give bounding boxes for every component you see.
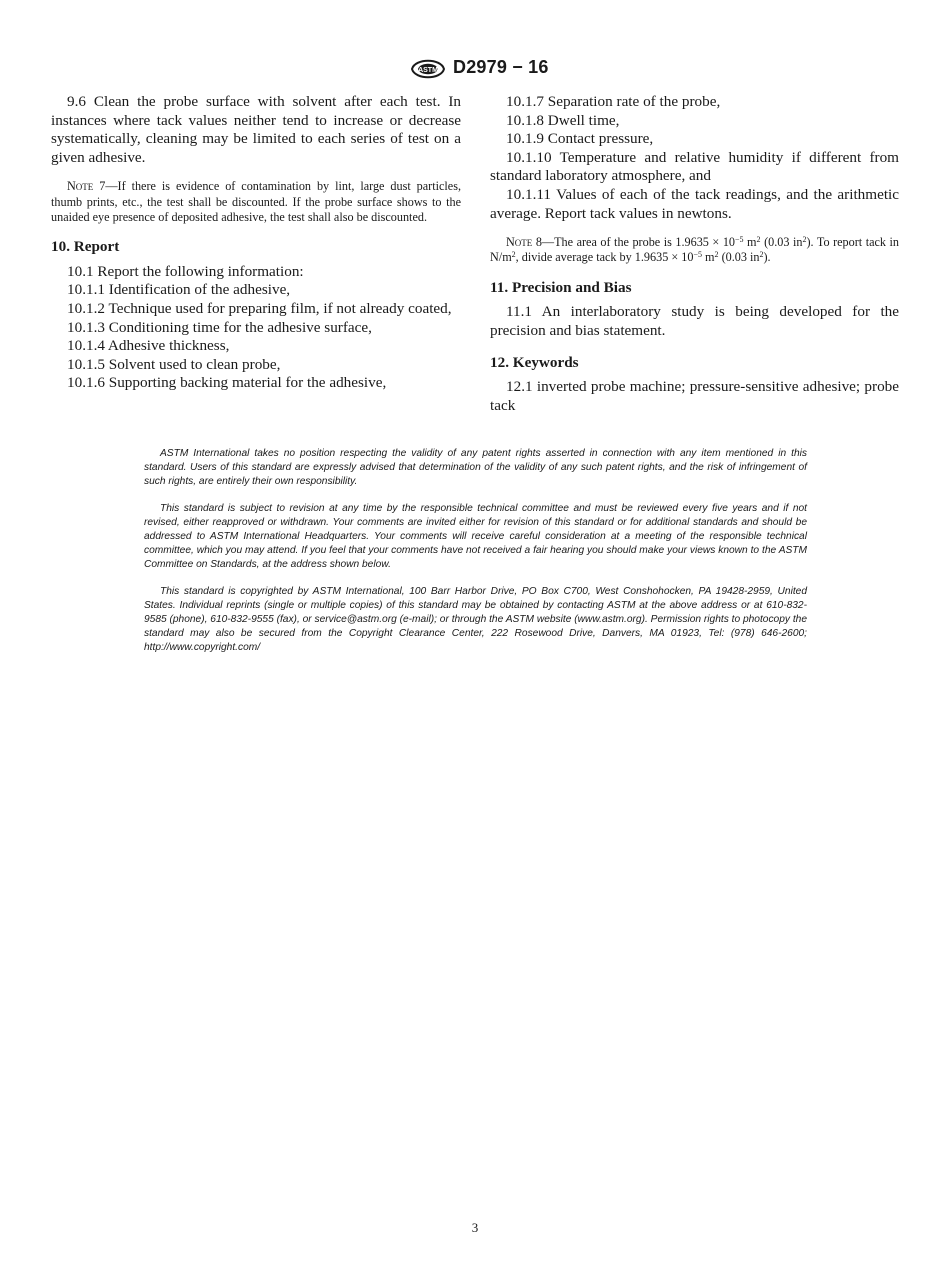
exponent: −5 [735, 235, 744, 245]
paragraph-12-1: 12.1 inverted probe machine; pressure-sensitive adhesive; probe tack [490, 378, 899, 414]
astm-logo-icon [409, 54, 447, 84]
list-item: 10.1.5 Solvent used to clean probe, [67, 355, 281, 373]
note-text: 7—If there is evidence of contamination by lint, large dust particles, thumb prints, etc., the test shall be discounted. If the probe surface shows to the unaided eye presence of deposited adhesive, the test shall also be discounted. [51, 179, 461, 224]
footer-paragraph-revision: This standard is subject to revision at any time by the responsible technical committee and must be reviewed every five years and if not revised, either reapproved or withdrawn. Your comments are invited either for revision of this standard or for additional standards and should be addressed to ASTM International Headquarters. Your comments will receive careful consideration at a meeting of the responsible technical committee, which you may attend. If you feel that your comments have not received a fair hearing you should make your views known to the ASTM Committee on Standards, at the address shown below. [144, 503, 807, 570]
list-item: 10.1 Report the following information: [67, 262, 304, 280]
note-text: , divide average tack by 1.9635 × 10 [515, 250, 694, 265]
exponent: 2 [756, 235, 761, 245]
footer-paragraph-patent: ASTM International takes no position respecting the validity of any patent rights asserted in connection with any item mentioned in this standard. Users of this standard are expressly advised that determination of the validity of any such patent rights, and the risk of infringement of such rights, are entirely their own responsibility. [144, 448, 807, 487]
note-text: (0.03 in [760, 235, 803, 250]
exponent: 2 [714, 250, 719, 260]
note-text: (0.03 in [718, 250, 760, 265]
note-label: Note [67, 179, 94, 194]
exponent: 2 [802, 235, 807, 245]
right-column [490, 93, 899, 415]
list-item: 10.1.10 Temperature and relative humidity if different from standard laboratory atmosphere, and [490, 148, 899, 185]
note-text: m [701, 250, 715, 265]
exponent: −5 [693, 250, 702, 260]
page-number: 3 [471, 1220, 479, 1235]
note-text: 8—The area of the probe is 1.9635 × 10 [532, 235, 736, 250]
note-7 [51, 179, 461, 225]
exponent: 2 [511, 250, 516, 260]
note-text: m [743, 235, 757, 250]
svg-text:ASTM: ASTM [418, 67, 438, 74]
section-12-heading: 12. Keywords [490, 353, 579, 371]
list-item: 10.1.4 Adhesive thickness, [67, 337, 230, 355]
list-item: 10.1.2 Technique used for preparing film, if not already coated, [67, 300, 452, 318]
list-item: 10.1.7 Separation rate of the probe, [506, 93, 721, 110]
page-header [0, 54, 950, 84]
legal-footer [144, 447, 807, 668]
note-label: Note [506, 235, 533, 250]
footer-paragraph-copyright: This standard is copyrighted by ASTM International, 100 Barr Harbor Drive, PO Box C700, West Conshohocken, PA 19428-2959, United States. Individual reprints (single or multiple copies) of this standard may be obtained by contacting ASTM at the above address or at 610-832-9585 (phone), 610-832-9555 (fax), or service@astm.org (e-mail); or through the ASTM website (www.astm.org). Permission rights to photocopy the standard may also be secured from the Copyright Clearance Center, 222 Rosewood Drive, Danvers, MA 01923, Tel: (978) 646-2600; http://www.copyright.com/ [144, 586, 807, 653]
paragraph-11-1: 11.1 An interlaboratory study is being developed for the precision and bias statement. [490, 303, 899, 339]
list-item: 10.1.8 Dwell time, [506, 111, 620, 129]
document-id: D2979 − 16 [453, 57, 549, 77]
paragraph-9-6: 9.6 Clean the probe surface with solvent after each test. In instances where tack values neither tend to increase or decrease systematically, cleaning may be limited to each series of test on a given adhesive. [51, 93, 461, 166]
section-11-heading: 11. Precision and Bias [490, 278, 632, 296]
list-item: 10.1.9 Contact pressure, [506, 130, 654, 148]
section-10-heading: 10. Report [51, 238, 120, 256]
list-item: 10.1.1 Identification of the adhesive, [67, 281, 291, 299]
note-8 [490, 235, 899, 266]
exponent: 2 [759, 250, 764, 260]
left-column [51, 93, 461, 393]
list-item: 10.1.6 Supporting backing material for the adhesive, [67, 374, 387, 392]
list-item: 10.1.3 Conditioning time for the adhesive surface, [67, 318, 372, 336]
list-item: 10.1.11 Values of each of the tack readings, and the arithmetic average. Report tack values in newtons. [490, 185, 899, 222]
note-text: ). [763, 250, 771, 265]
note-text: ). To report tack in N/m [490, 235, 900, 265]
